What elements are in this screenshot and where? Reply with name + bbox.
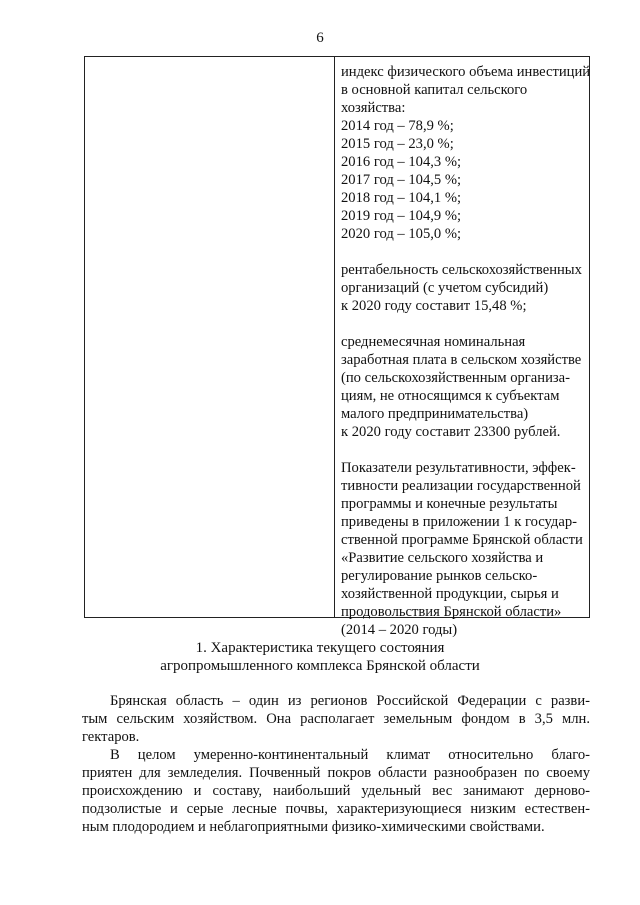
profitability-line: рентабельность сельскохозяйственных <box>341 262 582 278</box>
indicators-line: ственной программе Брянской области <box>341 532 583 548</box>
salary-line: к 2020 году составит 23300 рублей. <box>341 424 561 440</box>
indicators-line: (2014 – 2020 годы) <box>341 622 458 638</box>
investment-year-value: 2016 год – 104,3 %; <box>341 154 462 170</box>
investment-year-value: 2015 год – 23,0 %; <box>341 136 454 152</box>
salary-line: заработная плата в сельском хозяйстве <box>341 352 582 368</box>
table-right-cell <box>341 63 591 639</box>
indicators-line: регулирование рынков сельско- <box>341 568 538 584</box>
page-number: 6 <box>316 30 324 46</box>
investment-year-value: 2014 год – 78,9 %; <box>341 118 454 134</box>
indicators-line: программы и конечные результаты <box>341 496 558 512</box>
paragraph-line: В целом умеренно-континентальный климат относительно благо- <box>110 747 590 763</box>
indicators-line: тивности реализации государственной <box>341 478 581 494</box>
investment-index-heading-line: индекс физического объема инвестиций <box>341 64 591 80</box>
investment-year-value: 2019 год – 104,9 %; <box>341 208 462 224</box>
paragraph-line: тым сельским хозяйством. Она располагает земельным фондом в 3,5 млн. <box>82 711 590 727</box>
indicators-line: продовольствия Брянской области» <box>341 604 562 620</box>
paragraph-line: приятен для земледелия. Почвенный покров области разнообразен по своему <box>82 765 590 781</box>
profitability-line: организаций (с учетом субсидий) <box>341 280 549 296</box>
profitability-line: к 2020 году составит 15,48 %; <box>341 298 527 314</box>
section-title-line-1: 1. Характеристика текущего состояния <box>195 640 445 656</box>
investment-index-heading-line: в основной капитал сельского <box>341 82 528 98</box>
indicators-line: Показатели результативности, эффек- <box>341 460 576 476</box>
section-title-line-2: агропромышленного комплекса Брянской области <box>160 658 480 674</box>
paragraph-1 <box>82 692 590 746</box>
paragraph-line: гектаров. <box>82 729 140 745</box>
investment-year-value: 2017 год – 104,5 %; <box>341 172 462 188</box>
paragraph-line: происхождению и составу, наибольший удельный вес занимают дерново- <box>82 783 590 799</box>
indicators-line: «Развитие сельского хозяйства и <box>341 550 544 566</box>
indicators-line: приведены в приложении 1 к государ- <box>341 514 577 530</box>
indicators-line: хозяйственной продукции, сырья и <box>341 586 559 602</box>
investment-year-value: 2020 год – 105,0 %; <box>341 226 462 242</box>
table-column-divider <box>334 57 335 617</box>
investment-year-value: 2018 год – 104,1 %; <box>341 190 462 206</box>
salary-line: циям, не относящимся к субъектам <box>341 388 560 404</box>
paragraph-line: ным плодородием и неблагоприятными физико-химическими свойствами. <box>82 819 545 835</box>
salary-line: среднемесячная номинальная <box>341 334 526 350</box>
paragraph-line: Брянская область – один из регионов Российской Федерации с разви- <box>110 693 590 709</box>
paragraph-line: подзолистые и серые лесные почвы, характеризующиеся низким естествен- <box>82 801 590 817</box>
investment-index-heading-line: хозяйства: <box>341 100 406 116</box>
salary-line: малого предпринимательства) <box>341 406 529 422</box>
paragraph-2 <box>82 746 590 836</box>
salary-line: (по сельскохозяйственным организа- <box>341 370 570 386</box>
goals-table <box>84 56 591 638</box>
